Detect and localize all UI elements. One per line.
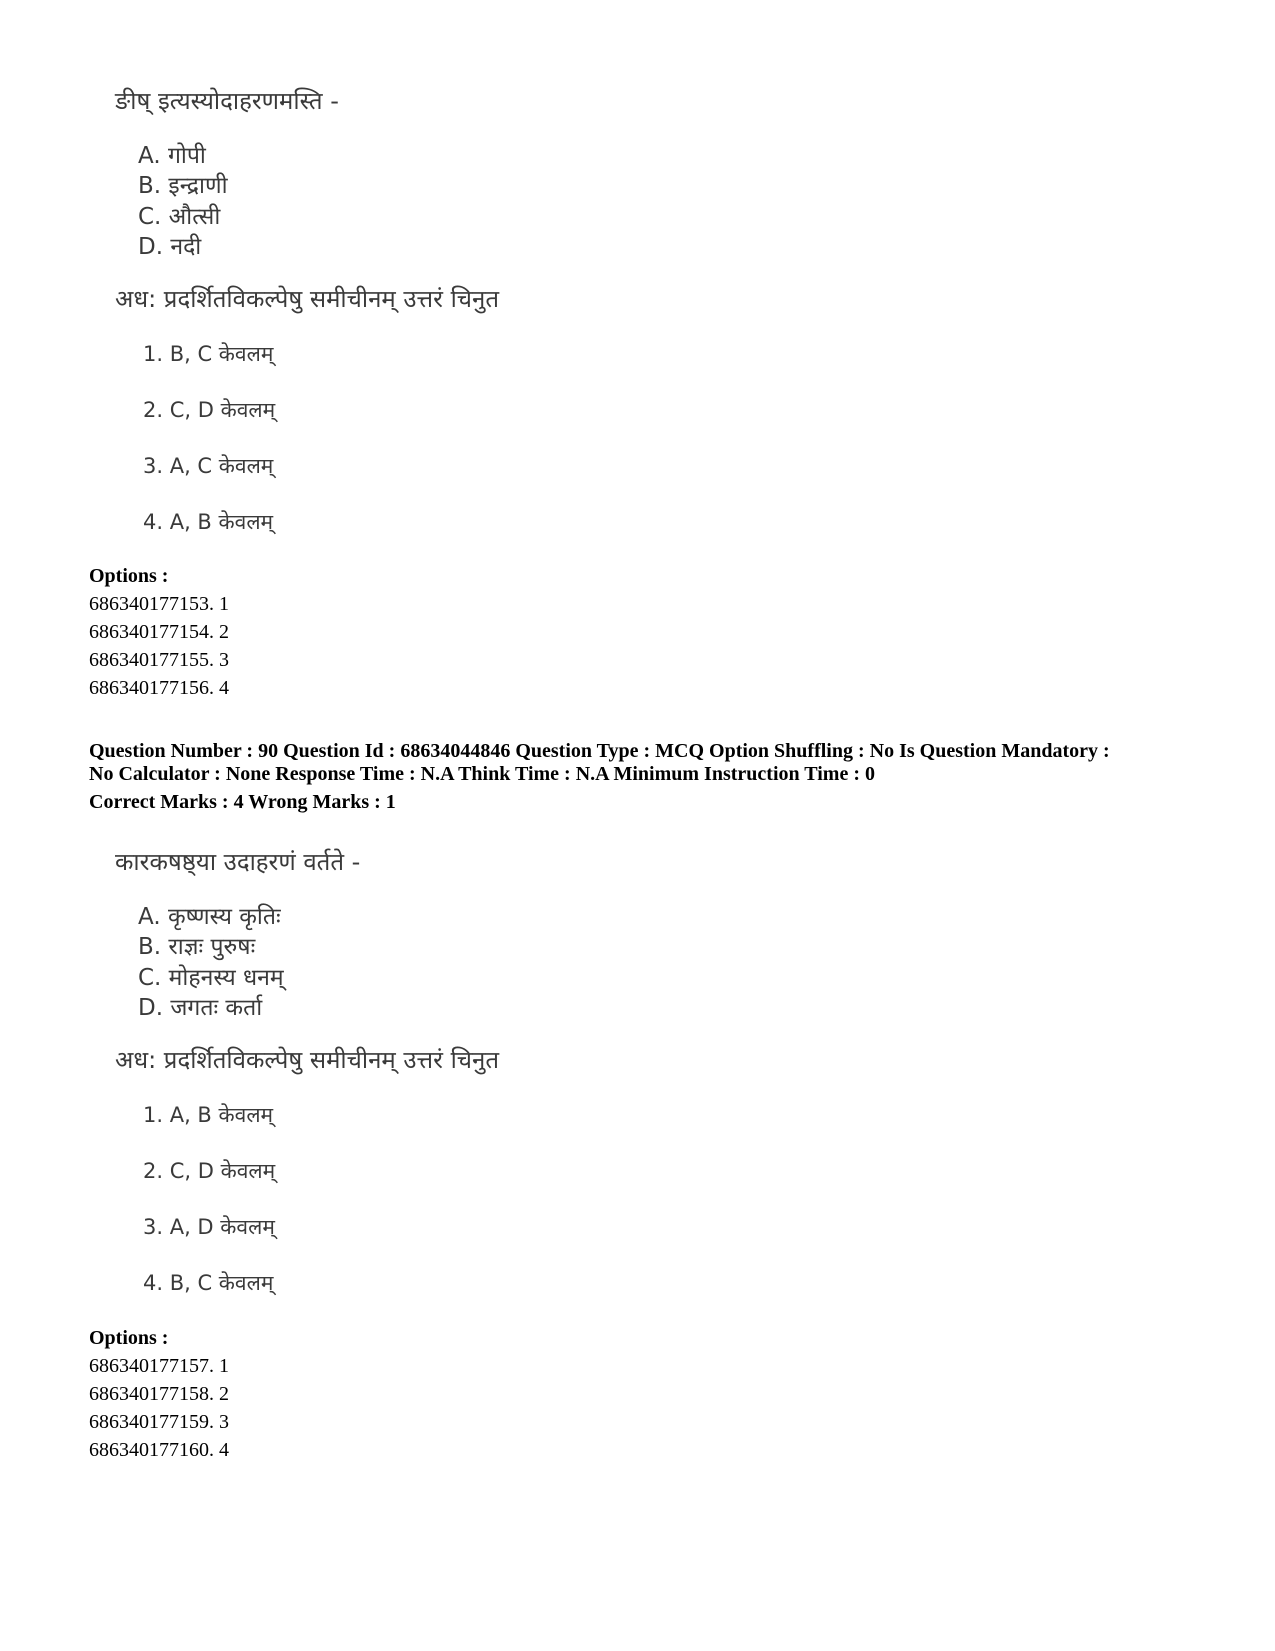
- q90-question-text: कारकषष्ठ्या उदाहरणं वर्तते -: [115, 848, 361, 876]
- q89-option-1: 686340177153. 1: [89, 593, 229, 615]
- q90-statement-d: D. जगतः कर्ता: [138, 995, 263, 1021]
- q90-statement-b: B. राज्ञः पुरुषः: [138, 934, 256, 960]
- q90-choice-3: 3. A, D केवलम्: [143, 1215, 275, 1239]
- q89-choice-2: 2. C, D केवलम्: [143, 398, 276, 422]
- q90-option-2: 686340177158. 2: [89, 1383, 229, 1405]
- q90-option-4: 686340177160. 4: [89, 1439, 229, 1461]
- q90-choice-1: 1. A, B केवलम्: [143, 1103, 274, 1127]
- q89-statement-a: A. गोपी: [138, 143, 206, 169]
- q89-instruction: अध: प्रदर्शितविकल्पेषु समीचीनम् उत्तरं चिनुत: [115, 285, 500, 313]
- q89-option-2: 686340177154. 2: [89, 621, 229, 643]
- q89-question-text: ङीष् इत्यस्योदाहरणमस्ति -: [115, 87, 339, 115]
- q90-options-label: Options :: [89, 1327, 169, 1349]
- q89-option-3: 686340177155. 3: [89, 649, 229, 671]
- q89-choice-1: 1. B, C केवलम्: [143, 342, 274, 366]
- q90-instruction: अध: प्रदर्शितविकल्पेषु समीचीनम् उत्तरं चिनुत: [115, 1046, 500, 1074]
- q90-statement-c: C. मोहनस्य धनम्: [138, 965, 284, 991]
- q90-choice-4: 4. B, C केवलम्: [143, 1271, 274, 1295]
- q89-statement-b: B. इन्द्राणी: [138, 173, 228, 199]
- q90-marks: Correct Marks : 4 Wrong Marks : 1: [89, 791, 396, 813]
- q89-choice-4: 4. A, B केवलम्: [143, 510, 274, 534]
- q90-option-3: 686340177159. 3: [89, 1411, 229, 1433]
- q90-meta-line-1: Question Number : 90 Question Id : 68634044846 Question Type : MCQ Option Shuffling : No Is Question Mandatory :: [89, 740, 1110, 762]
- q89-option-4: 686340177156. 4: [89, 677, 229, 699]
- q89-statement-d: D. नदी: [138, 234, 202, 260]
- q90-meta-line-2: No Calculator : None Response Time : N.A Think Time : N.A Minimum Instruction Time : 0: [89, 763, 875, 785]
- q89-statement-c: C. औत्सी: [138, 204, 221, 230]
- q90-option-1: 686340177157. 1: [89, 1355, 229, 1377]
- q89-choice-3: 3. A, C केवलम्: [143, 454, 274, 478]
- q90-choice-2: 2. C, D केवलम्: [143, 1159, 276, 1183]
- q90-statement-a: A. कृष्णस्य कृतिः: [138, 904, 281, 930]
- q89-options-label: Options :: [89, 565, 169, 587]
